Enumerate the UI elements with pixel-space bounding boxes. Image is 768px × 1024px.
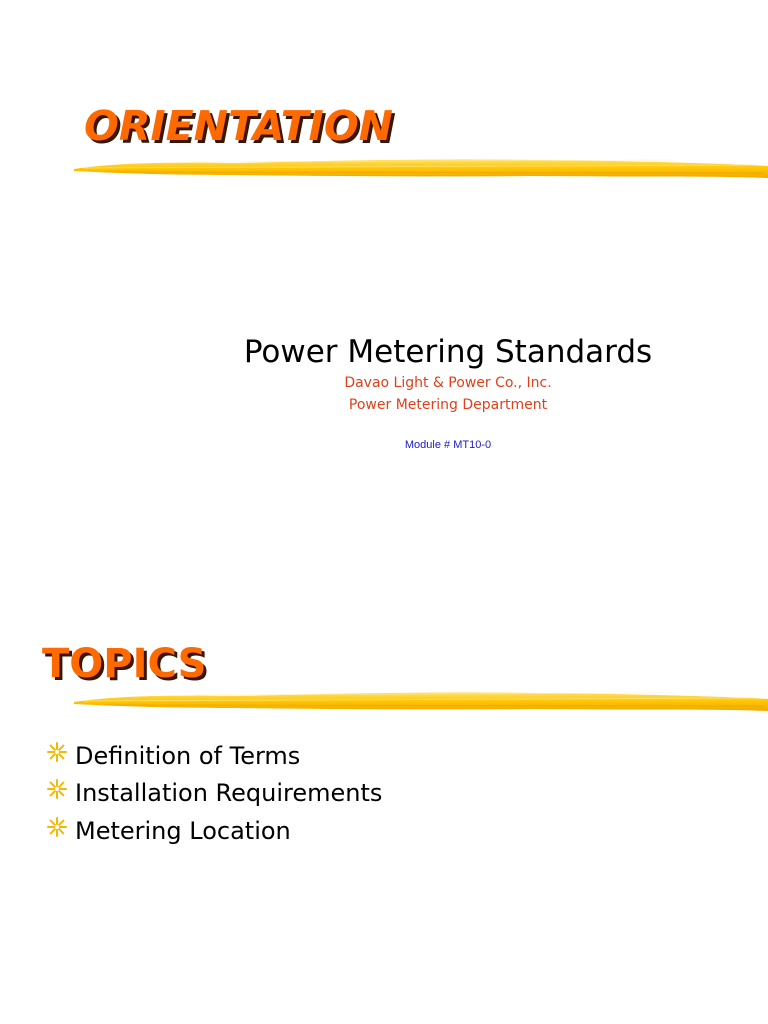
list-item: [46, 737, 382, 775]
list-item: [46, 812, 382, 850]
asterisk-bullet-icon: [46, 778, 68, 800]
topic-label: Definition of Terms: [75, 741, 301, 770]
list-item: [46, 775, 382, 813]
company-name: Davao Light & Power Co., Inc.: [344, 375, 552, 391]
brush-stroke-divider: [74, 154, 768, 184]
slide-title-orientation: ORIENTATION: [84, 102, 393, 150]
presentation-title: Power Metering Standards: [243, 334, 653, 370]
module-code: Module # MT10-0: [404, 439, 492, 451]
topics-list: [46, 737, 382, 850]
asterisk-bullet-icon: [46, 741, 68, 763]
slide-title-topics: TOPICS: [42, 641, 207, 687]
department-name: Power Metering Department: [348, 397, 548, 413]
topic-label: Installation Requirements: [75, 779, 383, 808]
topic-label: Metering Location: [75, 816, 291, 845]
asterisk-bullet-icon: [46, 816, 68, 838]
brush-stroke-divider: [74, 687, 768, 717]
